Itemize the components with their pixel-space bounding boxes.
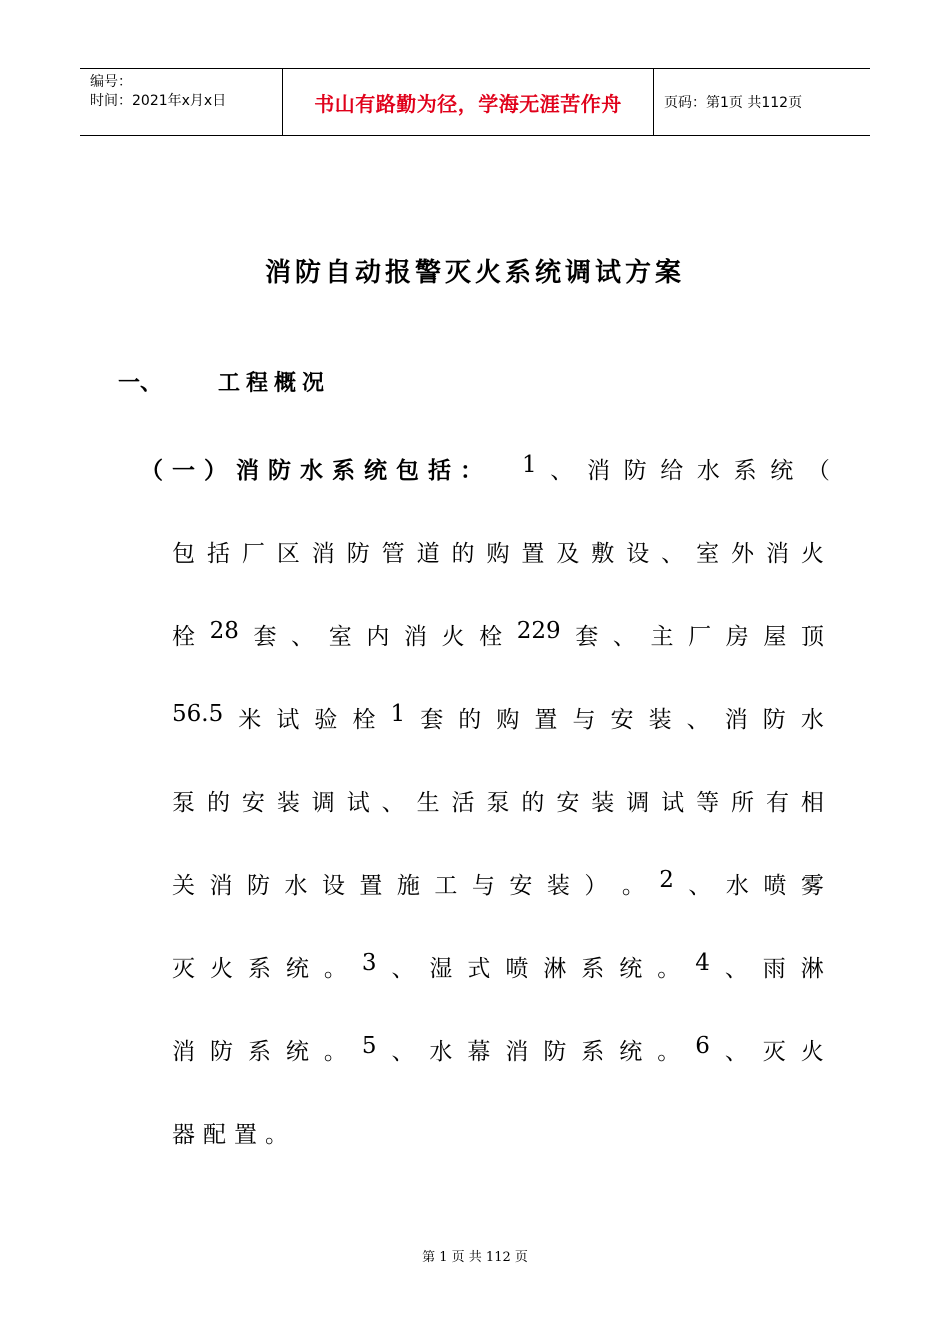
paragraph-line: 包 括 厂 区 消 防 管 道 的 购 置 及 敷 设 、 室 外 消 火 <box>172 541 824 567</box>
section-title: 工程概况 <box>218 371 331 396</box>
number-label: 编号： <box>90 74 132 90</box>
document-title: 消防自动报警灭火系统调试方案 <box>264 258 685 288</box>
header-meta-cell <box>80 69 282 135</box>
paragraph-line: 栓 28 套 、 室 内 消 火 栓 229 套 、 主 厂 房 屋 顶 <box>172 618 824 650</box>
paragraph-line: 消 防 系 统 。 5 、 水 幕 消 防 系 统 。 6 、 灭 火 <box>172 1033 824 1065</box>
paragraph-line: 泵 的 安 装 调 试 、 生 活 泵 的 安 装 调 试 等 所 有 相 <box>172 790 824 816</box>
paragraph-lead: （一）消防水系统包括： <box>140 458 492 484</box>
section-heading <box>118 366 330 397</box>
page-info: 页码：第1页 共112页 <box>664 95 803 111</box>
paragraph-line: 关 消 防 水 设 置 施 工 与 安 装 ） 。 2 、 水 喷 雾 <box>172 867 824 899</box>
time-label: 时间：2021年x月x日 <box>90 93 227 109</box>
page-footer: 第 1 页 共 112 页 <box>422 1250 528 1265</box>
paragraph-last-line: 器配置。 <box>172 1122 296 1148</box>
paragraph-first-line <box>140 452 830 485</box>
paragraph-line: 灭 火 系 统 。 3 、 湿 式 喷 淋 系 统 。 4 、 雨 淋 <box>172 950 824 982</box>
header-table <box>80 68 870 136</box>
section-number: 一、 <box>118 371 163 396</box>
motto: 书山有路勤为径，学海无涯苦作舟 <box>282 69 654 135</box>
paragraph-line: 56.5 米 试 验 栓 1 套 的 购 置 与 安 装 、 消 防 水 <box>172 701 824 733</box>
paragraph-line: 1 、 消 防 给 水 系 统 （ <box>522 452 830 484</box>
